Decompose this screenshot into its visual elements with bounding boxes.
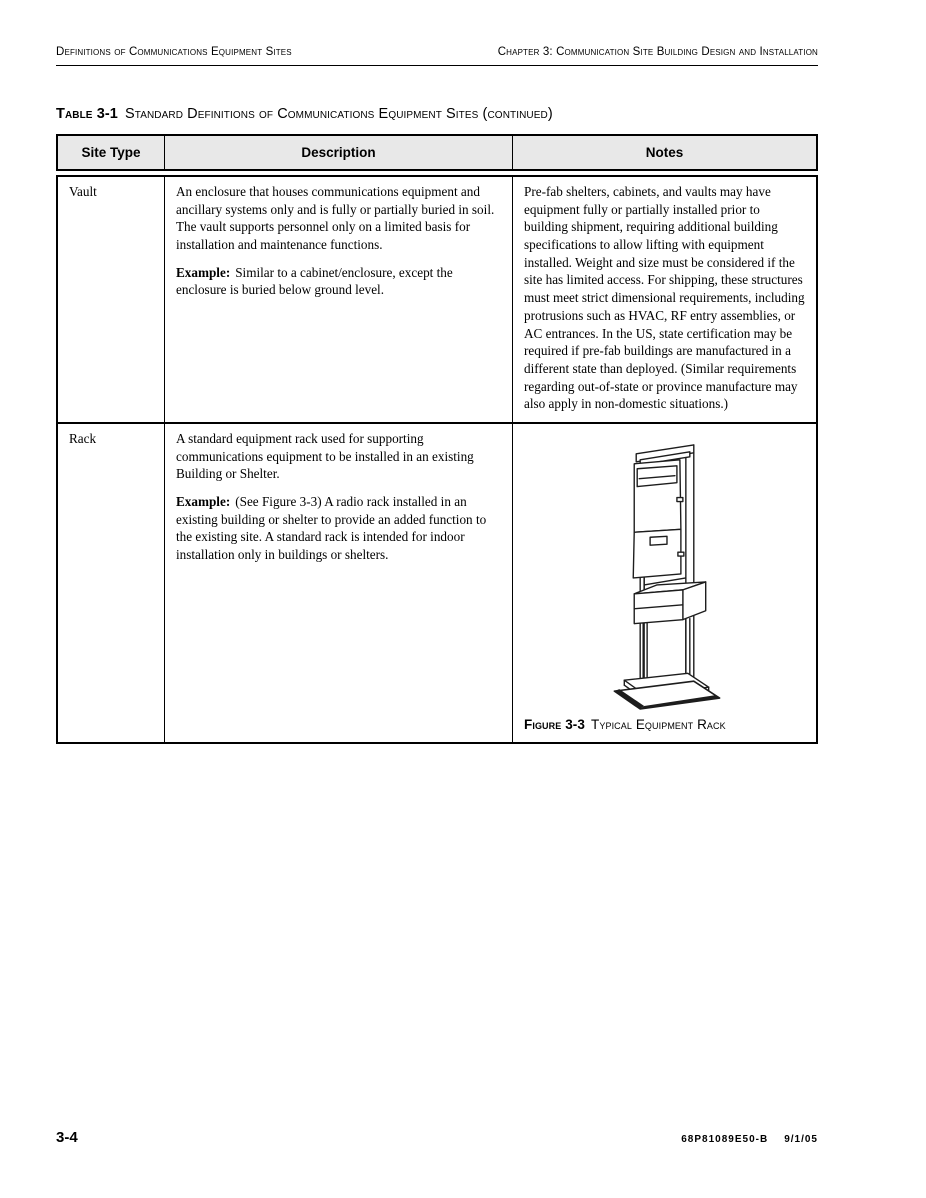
site-type-cell-rack: Rack <box>69 430 97 446</box>
example-paragraph <box>176 493 502 564</box>
table-title <box>56 106 818 122</box>
table-header-row <box>56 134 818 171</box>
example-text: Similar to a cabinet/enclosure, except the enclosure is buried below ground level. <box>176 264 453 298</box>
document-date: 9/1/05 <box>784 1134 818 1145</box>
description-cell-rack <box>164 424 512 742</box>
table-body <box>56 175 818 744</box>
description-paragraph: A standard equipment rack used for supporting communications equipment to be installed in an existing Building or Shelter. <box>176 430 474 482</box>
notes-cell-rack-figure <box>512 424 816 742</box>
column-header-description: Description <box>164 136 512 169</box>
column-header-site-type: Site Type <box>81 145 141 160</box>
example-label: Example: <box>176 264 231 280</box>
figure-caption-text: Typical Equipment Rack <box>591 716 726 732</box>
figure-caption-label: Figure 3-3 <box>524 716 586 732</box>
example-paragraph <box>176 264 502 299</box>
equipment-rack-figure <box>590 434 740 710</box>
table-title-text: Standard Definitions of Communications Equipment Sites (continued) <box>124 106 553 122</box>
description-paragraph: An enclosure that houses communications equipment and ancillary systems only and is fully or partially buried in soil. The vault supports personnel only on a limited basis for installation and maintenance functions. <box>176 184 495 253</box>
equipment-rack-drawing <box>590 434 740 710</box>
table-row-rack <box>58 422 816 742</box>
page-number: 3-4 <box>56 1129 78 1146</box>
example-label: Example: <box>176 494 231 509</box>
table-title-label: Table 3-1 <box>56 106 118 122</box>
notes-paragraph: Pre-fab shelters, cabinets, and vaults may have equipment fully or partially installed prior to building shipment, requiring additional building specifications to allow lifting with equipment installed. Weight and size must be considered if the site has limited access. For shipping, these structures must meet strict dimensional requirements, including protrusions such as HVAC, RF entry assemblies, or AC entrances. In the US, state certification may be required if pre-fab buildings are manufactured in a different state than deployed. (Similar requirements regarding out-of-state or province manufacture may also apply in non-domestic situations.) <box>524 184 805 412</box>
description-cell-vault <box>164 177 512 422</box>
page-footer <box>56 1129 818 1146</box>
running-header <box>56 46 818 66</box>
table-row-vault <box>58 177 816 422</box>
figure-caption <box>524 710 806 734</box>
document-number: 68P81089E50-B <box>681 1134 769 1145</box>
document-info <box>681 1134 818 1145</box>
column-header-notes: Notes <box>512 136 816 169</box>
example-text: (See Figure 3-3) A radio rack installed in an existing building or shelter to provide an added function to the existing site. A standard rack is intended for indoor installation only in buildings or shelters. <box>176 494 487 563</box>
header-right-text: Chapter 3: Communication Site Building Design and Installation <box>497 46 818 58</box>
notes-cell-vault <box>512 177 816 422</box>
header-left-text: Definitions of Communications Equipment Sites <box>56 46 292 58</box>
site-type-cell-vault: Vault <box>69 184 97 199</box>
